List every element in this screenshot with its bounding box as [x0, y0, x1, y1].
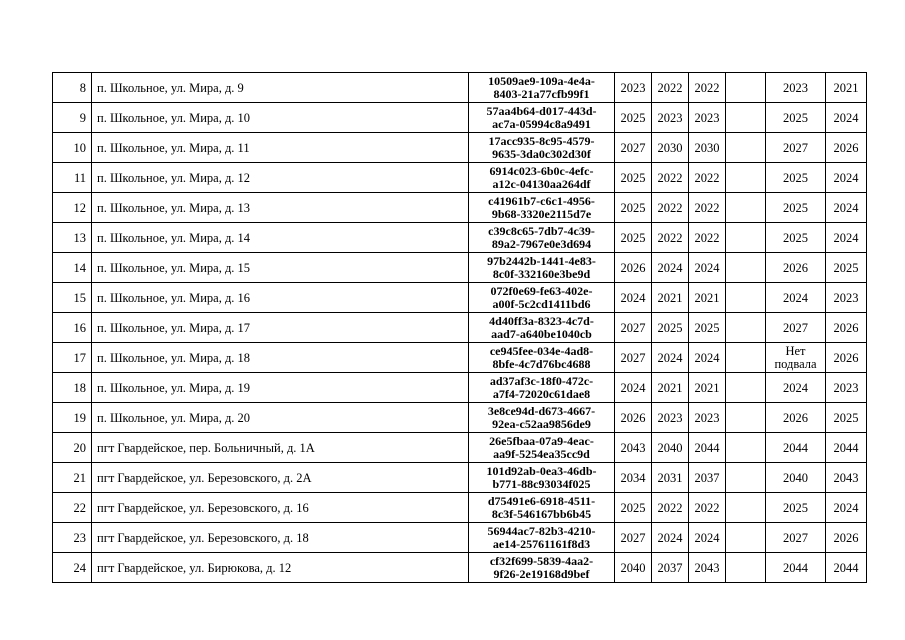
guid-cell [469, 73, 615, 103]
guid-cell [469, 433, 615, 463]
guid-line-2: aad7-a640be1040cb [491, 326, 592, 341]
guid-line-2: 8c3f-546167bb6b45 [491, 506, 592, 521]
guid-line-2: a7f4-72020c61dae8 [492, 386, 591, 401]
year-cell-2: 2037 [652, 553, 689, 583]
address-cell: п. Школьное, ул. Мира, д. 11 [92, 133, 469, 163]
guid-line-2: ae14-25761161f8d3 [492, 536, 591, 551]
year-cell-3: 2023 [689, 103, 726, 133]
year-cell-5: 2044 [766, 433, 826, 463]
year-cell-2: 2022 [652, 73, 689, 103]
year-cell-4 [726, 463, 766, 493]
address-cell: п. Школьное, ул. Мира, д. 16 [92, 283, 469, 313]
guid-line-1: 26e5fbaa-07a9-4eac- [489, 433, 594, 448]
year-cell-4 [726, 163, 766, 193]
year-cell-3: 2022 [689, 163, 726, 193]
year-cell-2: 2024 [652, 253, 689, 283]
table-row [53, 133, 867, 163]
address-cell: пгт Гвардейское, ул. Березовского, д. 2А [92, 463, 469, 493]
year-cell-6: 2026 [826, 133, 867, 163]
row-number-cell: 12 [53, 193, 92, 223]
year-cell-1: 2025 [615, 163, 652, 193]
guid-line-1: 57aa4b64-d017-443d- [486, 103, 597, 118]
guid-cell [469, 313, 615, 343]
year-cell-1: 2025 [615, 223, 652, 253]
guid-cell [469, 193, 615, 223]
address-cell: п. Школьное, ул. Мира, д. 10 [92, 103, 469, 133]
year-cell-6: 2023 [826, 373, 867, 403]
table-row [53, 463, 867, 493]
guid-line-2: 92ea-c52aa9856de9 [492, 416, 591, 431]
buildings-table [52, 72, 867, 583]
guid-line-1: 56944ac7-82b3-4210- [487, 523, 596, 538]
row-number-cell: 22 [53, 493, 92, 523]
year-cell-6: 2025 [826, 253, 867, 283]
year-cell-1: 2043 [615, 433, 652, 463]
year-cell-5: 2023 [766, 73, 826, 103]
year-cell-5: 2024 [766, 283, 826, 313]
year-cell-4 [726, 403, 766, 433]
year-cell-1: 2024 [615, 373, 652, 403]
year-cell-3: 2043 [689, 553, 726, 583]
row-number-cell: 21 [53, 463, 92, 493]
guid-cell [469, 523, 615, 553]
year-cell-4 [726, 193, 766, 223]
year-cell-6: 2023 [826, 283, 867, 313]
year-cell-1: 2025 [615, 493, 652, 523]
address-cell: п. Школьное, ул. Мира, д. 12 [92, 163, 469, 193]
year-cell-5: 2044 [766, 553, 826, 583]
year-cell-5: 2025 [766, 493, 826, 523]
table-body [53, 73, 867, 583]
year-cell-5: 2025 [766, 103, 826, 133]
year-cell-2: 2022 [652, 163, 689, 193]
table-row [53, 493, 867, 523]
row-number-cell: 20 [53, 433, 92, 463]
year-cell-5: 2024 [766, 373, 826, 403]
year-cell-3: 2021 [689, 373, 726, 403]
guid-line-2: 89a2-7967e0e3d694 [491, 236, 592, 251]
table-row [53, 313, 867, 343]
year-cell-4 [726, 223, 766, 253]
year-cell-4 [726, 253, 766, 283]
year-cell-6: 2026 [826, 523, 867, 553]
year-cell-3: 2025 [689, 313, 726, 343]
row-number-cell: 13 [53, 223, 92, 253]
year-cell-4 [726, 553, 766, 583]
guid-line-2: b771-88c93034f025 [492, 476, 591, 491]
year-cell-4 [726, 343, 766, 373]
address-cell: п. Школьное, ул. Мира, д. 20 [92, 403, 469, 433]
guid-cell [469, 223, 615, 253]
year-cell-1: 2025 [615, 103, 652, 133]
guid-line-2: 9635-3da0c302d30f [492, 146, 591, 161]
year-cell-4 [726, 523, 766, 553]
guid-line-1: 3e8ce94d-d673-4667- [487, 403, 596, 418]
guid-line-1: 97b2442b-1441-4e83- [487, 253, 596, 268]
guid-cell [469, 133, 615, 163]
address-cell: пгт Гвардейское, ул. Бирюкова, д. 12 [92, 553, 469, 583]
year-cell-4 [726, 73, 766, 103]
table-row [53, 253, 867, 283]
table-row [53, 103, 867, 133]
year-cell-5: 2025 [766, 163, 826, 193]
guid-line-2: ac7a-05994c8a9491 [492, 116, 591, 131]
guid-line-2: 8bfe-4c7d76bc4688 [492, 356, 591, 371]
guid-cell [469, 163, 615, 193]
address-cell: пгт Гвардейское, ул. Березовского, д. 18 [92, 523, 469, 553]
row-number-cell: 8 [53, 73, 92, 103]
year-cell-3: 2021 [689, 283, 726, 313]
year-cell-4 [726, 493, 766, 523]
year-cell-3: 2024 [689, 523, 726, 553]
year-cell-1: 2026 [615, 403, 652, 433]
address-cell: п. Школьное, ул. Мира, д. 15 [92, 253, 469, 283]
year-cell-2: 2030 [652, 133, 689, 163]
guid-line-1: c41961b7-c6c1-4956- [488, 193, 595, 208]
guid-line-1: 072f0e69-fe63-402e- [490, 283, 593, 298]
year-cell-2: 2023 [652, 103, 689, 133]
address-cell: п. Школьное, ул. Мира, д. 14 [92, 223, 469, 253]
guid-cell [469, 463, 615, 493]
year-cell-5: 2027 [766, 523, 826, 553]
year-cell-5: 2027 [766, 313, 826, 343]
address-cell: п. Школьное, ул. Мира, д. 17 [92, 313, 469, 343]
year-cell-2: 2024 [652, 343, 689, 373]
year-cell-5: 2027 [766, 133, 826, 163]
year-cell-4 [726, 313, 766, 343]
guid-line-2: a00f-5c2cd1411bd6 [492, 296, 591, 311]
year-cell-5: 2040 [766, 463, 826, 493]
row-number-cell: 10 [53, 133, 92, 163]
row-number-cell: 16 [53, 313, 92, 343]
year-cell-1: 2025 [615, 193, 652, 223]
year-cell-3: 2022 [689, 73, 726, 103]
guid-cell [469, 253, 615, 283]
year-cell-4 [726, 433, 766, 463]
guid-cell [469, 343, 615, 373]
guid-cell [469, 493, 615, 523]
year-cell-1: 2027 [615, 523, 652, 553]
table-row [53, 73, 867, 103]
address-cell: п. Школьное, ул. Мира, д. 19 [92, 373, 469, 403]
row-number-cell: 18 [53, 373, 92, 403]
row-number-cell: 9 [53, 103, 92, 133]
row-number-cell: 17 [53, 343, 92, 373]
year-cell-2: 2022 [652, 193, 689, 223]
row-number-cell: 24 [53, 553, 92, 583]
year-cell-2: 2022 [652, 223, 689, 253]
guid-line-1: 4d40ff3a-8323-4c7d- [489, 313, 594, 328]
address-cell: пгт Гвардейское, пер. Больничный, д. 1А [92, 433, 469, 463]
year-cell-5: Нет подвала [766, 343, 826, 373]
year-cell-2: 2021 [652, 283, 689, 313]
year-cell-6: 2021 [826, 73, 867, 103]
guid-line-1: ad37af3c-18f0-472c- [489, 373, 594, 388]
year-cell-1: 2040 [615, 553, 652, 583]
table-row [53, 433, 867, 463]
table-row [53, 163, 867, 193]
row-number-cell: 19 [53, 403, 92, 433]
year-cell-5: 2026 [766, 253, 826, 283]
year-cell-4 [726, 133, 766, 163]
year-cell-6: 2043 [826, 463, 867, 493]
row-number-cell: 15 [53, 283, 92, 313]
year-cell-2: 2031 [652, 463, 689, 493]
guid-line-1: 17acc935-8c95-4579- [488, 133, 595, 148]
year-cell-6: 2024 [826, 193, 867, 223]
year-cell-4 [726, 283, 766, 313]
year-cell-4 [726, 373, 766, 403]
guid-line-1: cf32f699-5839-4aa2- [489, 553, 594, 568]
row-number-cell: 23 [53, 523, 92, 553]
year-cell-3: 2022 [689, 223, 726, 253]
guid-line-2: 9f26-2e19168d9bef [493, 566, 590, 581]
guid-line-1: c39c8c65-7db7-4c39- [488, 223, 595, 238]
guid-line-2: 9b68-3320e2115d7e [491, 206, 592, 221]
year-cell-1: 2027 [615, 343, 652, 373]
year-cell-3: 2022 [689, 193, 726, 223]
year-cell-5: 2025 [766, 223, 826, 253]
year-cell-2: 2040 [652, 433, 689, 463]
year-cell-6: 2026 [826, 313, 867, 343]
year-cell-3: 2037 [689, 463, 726, 493]
address-cell: пгт Гвардейское, ул. Березовского, д. 16 [92, 493, 469, 523]
row-number-cell: 14 [53, 253, 92, 283]
guid-cell [469, 553, 615, 583]
guid-line-2: aa9f-5254ea35cc9d [493, 446, 590, 461]
row-number-cell: 11 [53, 163, 92, 193]
guid-cell [469, 403, 615, 433]
year-cell-3: 2044 [689, 433, 726, 463]
year-cell-2: 2025 [652, 313, 689, 343]
guid-line-1: 101d92ab-0ea3-46db- [486, 463, 597, 478]
year-cell-1: 2027 [615, 313, 652, 343]
year-cell-1: 2023 [615, 73, 652, 103]
guid-line-2: 8c0f-332160e3be9d [492, 266, 591, 281]
year-cell-1: 2026 [615, 253, 652, 283]
year-cell-6: 2044 [826, 433, 867, 463]
guid-line-2: a12c-04130aa264df [492, 176, 591, 191]
year-cell-3: 2024 [689, 343, 726, 373]
table-row [53, 403, 867, 433]
address-cell: п. Школьное, ул. Мира, д. 18 [92, 343, 469, 373]
guid-line-1: 10509ae9-109a-4e4a- [488, 73, 595, 88]
guid-line-1: 6914c023-6b0c-4efc- [489, 163, 594, 178]
guid-line-1: ce945fee-034e-4ad8- [489, 343, 594, 358]
address-cell: п. Школьное, ул. Мира, д. 9 [92, 73, 469, 103]
year-cell-1: 2034 [615, 463, 652, 493]
table-row [53, 283, 867, 313]
year-cell-3: 2023 [689, 403, 726, 433]
table-row [53, 523, 867, 553]
year-cell-6: 2024 [826, 103, 867, 133]
table-row [53, 343, 867, 373]
table-row [53, 373, 867, 403]
guid-cell [469, 103, 615, 133]
year-cell-3: 2030 [689, 133, 726, 163]
year-cell-1: 2024 [615, 283, 652, 313]
table-row [53, 193, 867, 223]
year-cell-2: 2024 [652, 523, 689, 553]
guid-cell [469, 283, 615, 313]
year-cell-5: 2026 [766, 403, 826, 433]
year-cell-5: 2025 [766, 193, 826, 223]
guid-line-1: d75491e6-6918-4511- [487, 493, 596, 508]
year-cell-3: 2024 [689, 253, 726, 283]
year-cell-1: 2027 [615, 133, 652, 163]
guid-line-2: 8403-21a77cfb99f1 [493, 86, 590, 101]
year-cell-3: 2022 [689, 493, 726, 523]
year-cell-2: 2022 [652, 493, 689, 523]
address-cell: п. Школьное, ул. Мира, д. 13 [92, 193, 469, 223]
year-cell-6: 2024 [826, 223, 867, 253]
year-cell-4 [726, 103, 766, 133]
year-cell-6: 2024 [826, 163, 867, 193]
year-cell-2: 2023 [652, 403, 689, 433]
year-cell-6: 2025 [826, 403, 867, 433]
year-cell-6: 2044 [826, 553, 867, 583]
year-cell-6: 2026 [826, 343, 867, 373]
year-cell-6: 2024 [826, 493, 867, 523]
table-row [53, 553, 867, 583]
year-cell-2: 2021 [652, 373, 689, 403]
table-row [53, 223, 867, 253]
guid-cell [469, 373, 615, 403]
